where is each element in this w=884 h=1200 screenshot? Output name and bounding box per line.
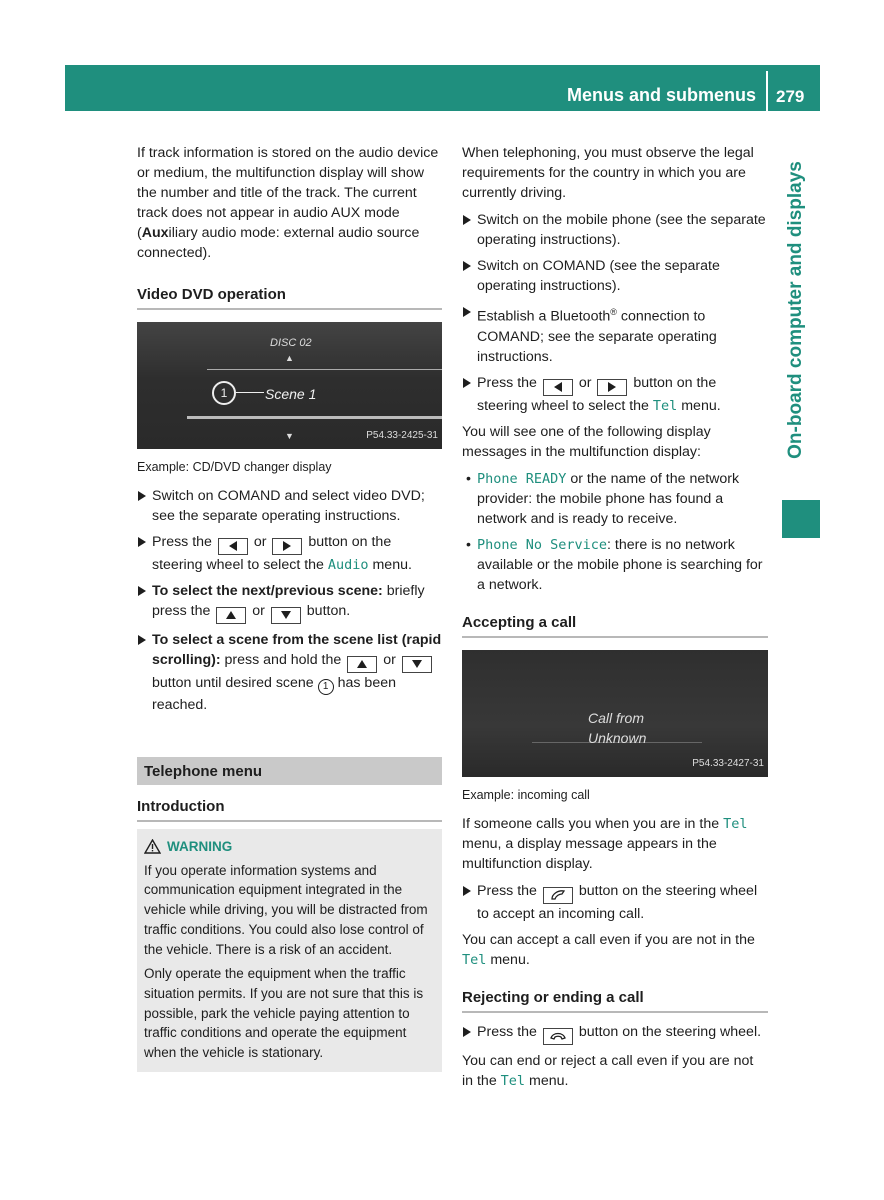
dvd-display-image — [137, 322, 442, 449]
step-phone-on: Switch on the mobile phone (see the separate operating instructions). — [462, 210, 768, 250]
step-select-audio: Press the or button on the steering wheel to select the Audio menu. — [137, 532, 442, 575]
caller-name: Unknown — [588, 729, 647, 746]
accepting-call-heading: Accepting a call — [462, 613, 768, 638]
up-arrow-key-icon — [216, 607, 246, 624]
page-header — [65, 65, 820, 111]
right-arrow-key-icon — [597, 379, 627, 396]
introduction-heading: Introduction — [137, 797, 442, 822]
step-comand-on: Switch on COMAND (see the separate operating instructions). — [462, 256, 768, 296]
scroll-down-icon: ▼ — [285, 431, 294, 441]
incoming-paragraph: If someone calls you when you are in the Tel menu, a display message appears in the multifunction display. — [462, 815, 748, 872]
phone-hangup-icon — [543, 1028, 573, 1045]
right-arrow-key-icon — [272, 538, 302, 555]
figure-id: P54.33-2427-31 — [692, 757, 764, 769]
left-column — [137, 143, 442, 1072]
side-tab-marker — [782, 500, 820, 538]
warning-text-1: If you operate information systems and communication equipment integrated in the vehicle while driving, you will be distracted from traffic conditions. You could also lose control of the vehicle. There is a risk of an accident. — [144, 862, 428, 957]
step-next-scene: To select the next/previous scene: briefly press the or button. — [137, 581, 442, 624]
right-column — [462, 143, 768, 1098]
intro-paragraph: If track information is stored on the audio device or medium, the multifunction display will show the number and title of the track. The current track does not appear in audio AUX mode (Auxiliary audio mode: external audio source connected). — [137, 145, 439, 261]
step-accept-call: Press the button on the steering wheel to accept an incoming call. — [462, 881, 768, 924]
scene-label: Scene 1 — [265, 386, 317, 402]
warning-box — [137, 829, 442, 1072]
side-tab-label: On-board computer and displays — [785, 161, 806, 459]
side-tab — [772, 125, 820, 495]
scene-divider-bottom — [187, 416, 442, 419]
step-bluetooth: Establish a Bluetooth® connection to COMAND; see the separate operating instructions. — [462, 302, 768, 367]
figure-id: P54.33-2425-31 — [366, 430, 438, 441]
warning-text-2: Only operate the equipment when the traffic situation permits. If you are not sure that this is possible, park the vehicle paying attention to traffic conditions and operate the equipment when the vehicle is stationary. — [144, 966, 424, 1061]
phone-accept-icon — [543, 887, 573, 904]
step-switch-on: Switch on COMAND and select video DVD; see the separate operating instructions. — [137, 486, 442, 526]
left-arrow-key-icon — [218, 538, 248, 555]
warning-title: WARNING — [167, 839, 233, 854]
warning-icon — [144, 839, 161, 854]
rejecting-call-heading: Rejecting or ending a call — [462, 988, 768, 1013]
callout-1: 1 — [212, 381, 236, 405]
disc-label: DISC 02 — [270, 337, 312, 349]
callout-1-icon: 1 — [318, 679, 334, 695]
call-caption: Example: incoming call — [462, 787, 590, 802]
step-end-call: Press the button on the steering wheel. — [462, 1022, 768, 1045]
message-no-service: • Phone No Service: there is no network available or the mobile phone is searching for a network. — [462, 535, 768, 595]
step-select-tel: Press the or button on the steering wheel to select the Tel menu. — [462, 373, 768, 416]
dvd-caption: Example: CD/DVD changer display — [137, 460, 332, 474]
header-divider — [766, 71, 768, 111]
down-arrow-key-icon — [402, 656, 432, 673]
messages-intro: You will see one of the following display messages in the multifunction display: — [462, 423, 711, 460]
call-display-image — [462, 650, 768, 777]
step-scene-list: To select a scene from the scene list (rapid scrolling): press and hold the or button until desired scene 1 has been reached. — [137, 630, 442, 715]
accept-not-in-paragraph: You can accept a call even if you are not in the Tel menu. — [462, 931, 755, 968]
callout-leader — [236, 392, 264, 393]
end-not-in-paragraph: You can end or reject a call even if you are not in the Tel menu. — [462, 1052, 754, 1089]
telephone-menu-heading: Telephone menu — [137, 757, 442, 785]
call-from-label: Call from — [588, 709, 645, 726]
scene-divider-top — [207, 369, 442, 370]
scroll-up-icon: ▲ — [285, 353, 294, 363]
down-arrow-key-icon — [271, 607, 301, 624]
video-dvd-heading: Video DVD operation — [137, 285, 442, 310]
page-number: 279 — [776, 87, 805, 106]
left-arrow-key-icon — [543, 379, 573, 396]
legal-paragraph: When telephoning, you must observe the legal requirements for the country in which you are currently driving. — [462, 145, 754, 201]
message-phone-ready: • Phone READY or the name of the network provider: the mobile phone has found a network and is ready to receive. — [462, 469, 768, 529]
chapter-title: Menus and submenus — [566, 85, 756, 105]
up-arrow-key-icon — [347, 656, 377, 673]
